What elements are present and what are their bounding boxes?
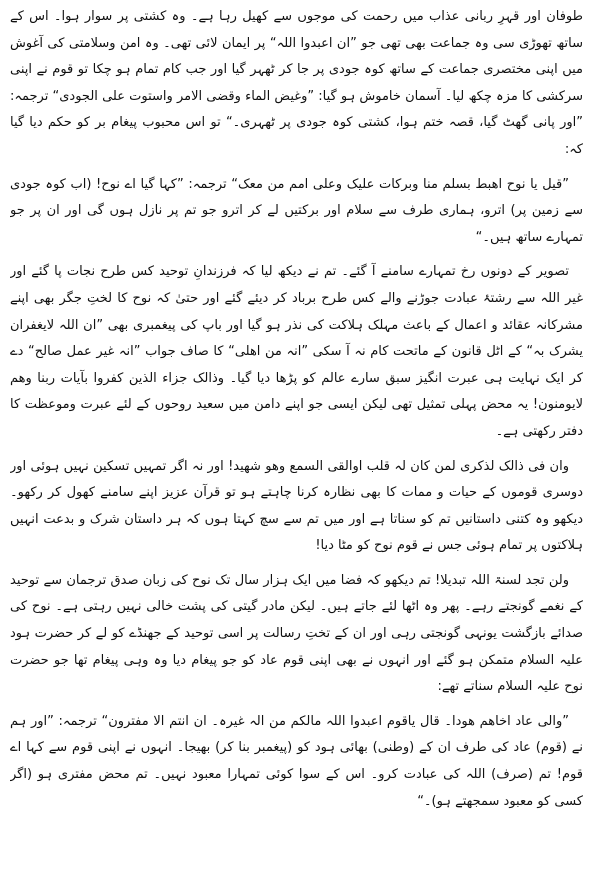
paragraph-quran-quote-noah: ”قیل یا نوح اھبط بسلم منا وبرکات علیک وعلی امم من معک“ ترجمہ: ”کہا گیا اے نوح! (اب کوہ جودی سے زمین پر) اترو، ہماری طرف سے سلام اور برکتیں لے کر اترو جو تم پر نازل ہوں گی اور ان پر جو تمہارے ساتھ ہیں۔“: [10, 176, 583, 245]
paragraph-two-sides-of-picture: تصویر کے دونوں رخ تمہارے سامنے آ گئے۔ تم نے دیکھ لیا کہ فرزندانِ توحید کس طرح نجات پا گئے اور غیر اللہ سے رشتۂ عبادت جوڑنے والے کس طرح برباد کر دیئے گئے اور حتیٰ کہ نوح کا لختِ جگر بھی اپنے مشرکانہ عقائد و اعمال کے باعث مہلک ہلاکت کی نذر ہو گیا اور باپ کی پیغمبری بھی ”ان اللہ لایغفران یشرک بہ“ کے اٹل قانون کے ماتحت کام نہ آ سکی ”انہ من اھلی“ کا صاف جواب ”انہ غیر عمل صالح“ دے کر ایک نہایت ہی عبرت انگیز سبق سارے عالم کو پڑھا دیا گیا۔ وذالک جزاء الذین کفروا بآیات ربنا وھم لایومنون! یہ محض پہلی تمثیل تھی لیکن ایسی جو اپنے دامن میں سعید روحوں کے لئے عبرت وموعظت کا دفتر رکھتی ہے۔: [10, 264, 583, 439]
paragraph-hud-message: ولن تجد لسنۃ اللہ تبدیلا! تم دیکھو کہ فضا میں ایک ہزار سال تک نوح کی زبان صدق ترجمان سے توحید کے نغمے گونجتے رہے۔ پھر وہ اٹھا لئے جاتے ہیں۔ لیکن مادر گیتی کی پشت خالی نہیں رہتی ہے۔ نوح کی صدائے بازگشت یونہی گونجتی رہی اور ان کے تختِ رسالت پر اسی توحید کے جھنڈے کو لے کر حضرت ہود علیہ السلام متمکن ہو گئے اور انہوں نے بھی اپنی قوم عاد کو جو پیغام دیا وہ وہی پیغام تھا جو حضرت نوح علیہ السلام سناتے تھے:: [10, 572, 583, 695]
urdu-document-page: [10, 4, 583, 890]
paragraph-flood-story: طوفان اور قہرِ ربانی عذاب میں رحمت کی موجوں سے کھیل رہا ہے۔ وہ کشتی پر سوار ہوا۔ اس کے ساتھ تھوڑی سی وہ جماعت بھی تھی جو ”ان اعبدوا اللہ“ پر ایمان لائی تھی۔ وہ امن وسلامتی کی آغوش میں اپنی مختصری جماعت کے ساتھ کوہ جودی پر جا کر ٹھہر گیا اور جب کام تمام ہو چکا تو قوم نے اپنی سرکشی کا مزہ چکھ لیا۔ آسمان خاموش ہو گیا: ”وغیض الماء وقضی الامر واستوت علی الجودی“ ترجمہ: ”اور پانی گھٹ گیا، قصہ ختم ہوا، کشتی کوہ جودی پر ٹھہری۔“ تو اس محبوب پیغام بر کو حکم دیا گیا کہ:: [10, 9, 583, 157]
paragraph-quran-quote-hud: ”والی عاد اخاھم ھودا۔ قال یاقوم اعبدوا اللہ مالکم من الہ غیرہ۔ ان انتم الا مفترون“ ترجمہ: ”اور ہم نے (قوم) عاد کی طرف ان کے (وطنی) بھائی ہود کو (پیغمبر بنا کر) بھیجا۔ انہوں نے اپنی قوم سے کہا اے قوم! تم (صرف) اللہ کی عبادت کرو۔ اس کے سوا کوئی تمہارا معبود نہیں۔ تم محض مفتری ہو (اگر کسی کو معبود سمجھتے ہو)۔“: [10, 713, 583, 809]
paragraph-reminder-for-hearts: وان فی ذالک لذکری لمن کان لہ قلب اوالقی السمع وھو شھید! اور نہ اگر تمہیں تسکین نہیں ہوئی اور دوسری قوموں کے حیات و ممات کا بھی نظارہ کرنا چاہتے ہو تو قرآن عزیز اپنے سامنے کھول کر رکھو۔ دیکھو وہ کتنی داستانیں تم کو سناتا ہے اور میں تم سے سچ کہتا ہوں کہ ہر داستان شرک و بدعت انہیں ہلاکتوں پر تمام ہوئی جس نے قوم نوح کو مٹا دیا!: [10, 458, 583, 554]
